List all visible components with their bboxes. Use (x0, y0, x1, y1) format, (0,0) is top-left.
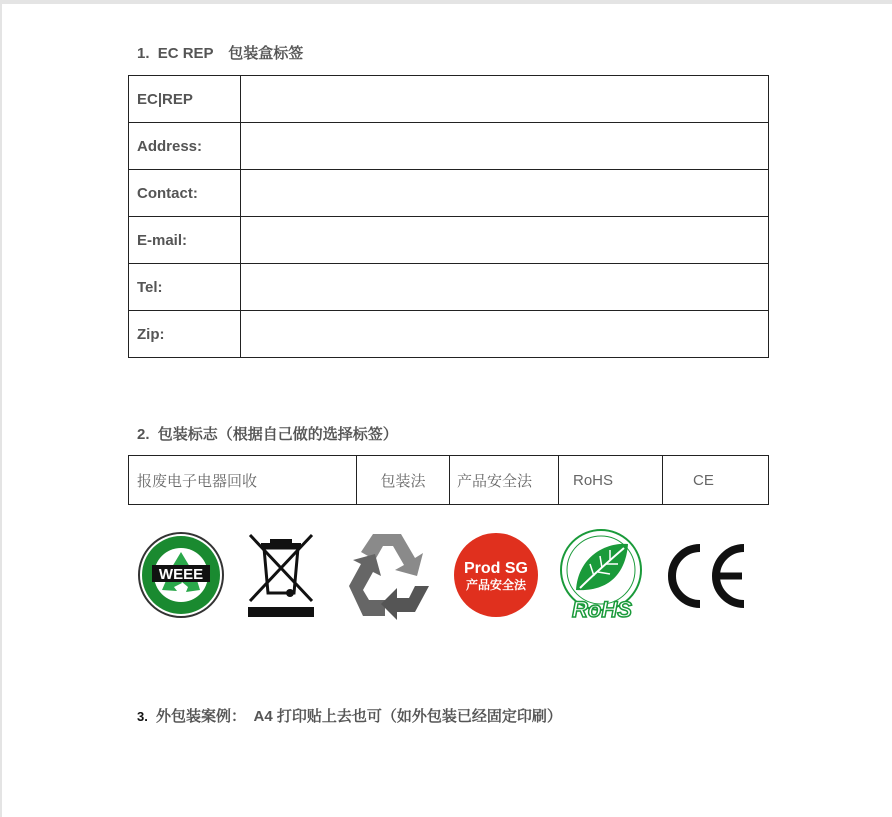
ec-rep-label: EC|REP (129, 76, 241, 123)
ec-rep-table (128, 75, 769, 358)
section-3-heading: 外包装案例： A4 打印贴上去也可（如外包装已经固定印刷） (156, 708, 562, 725)
ec-rep-value[interactable] (241, 76, 769, 123)
weee-cell: 报废电子电器回收 (129, 456, 357, 505)
rohs-cell: RoHS (559, 456, 663, 505)
table-row (129, 264, 769, 311)
crossed-bin-icon (246, 531, 316, 619)
product-safety-cell: 产品安全法 (450, 456, 559, 505)
table-row (129, 311, 769, 358)
contact-value[interactable] (241, 170, 769, 217)
ce-mark-icon (664, 542, 750, 610)
weee-logo-icon (138, 532, 224, 618)
table-row (129, 76, 769, 123)
table-row (129, 170, 769, 217)
prodsg-line1: Prod SG (463, 560, 529, 577)
address-value[interactable] (241, 123, 769, 170)
email-value[interactable] (241, 217, 769, 264)
section-1-heading: EC REP 包装盒标签 (157, 45, 304, 62)
rohs-logo-icon (554, 528, 648, 620)
table-row (129, 123, 769, 170)
table-row (129, 456, 769, 505)
left-border (0, 0, 2, 817)
section-2-heading: 包装标志（根据自己做的选择标签） (157, 426, 398, 443)
prodsg-line2: 产品安全法 (465, 578, 527, 592)
email-label: E-mail: (129, 217, 241, 264)
section-2-number: 2. (137, 426, 150, 443)
prodsg-logo-icon (452, 532, 540, 618)
zip-value[interactable] (241, 311, 769, 358)
recycle-icon (343, 530, 435, 620)
section-1-number: 1. (137, 45, 150, 62)
section-1-title (137, 42, 303, 63)
address-label: Address: (129, 123, 241, 170)
tel-value[interactable] (241, 264, 769, 311)
weee-text: WEEE (158, 566, 204, 583)
marks-table (128, 455, 769, 505)
top-border (0, 0, 892, 4)
zip-label: Zip: (129, 311, 241, 358)
section-3-number: 3. (137, 709, 148, 724)
tel-label: Tel: (129, 264, 241, 311)
section-2-title (137, 423, 398, 444)
rohs-logo-text: RoHS (572, 597, 632, 620)
ce-cell: CE (663, 456, 769, 505)
section-3-title (137, 705, 562, 726)
packaging-law-cell: 包装法 (357, 456, 450, 505)
contact-label: Contact: (129, 170, 241, 217)
table-row (129, 217, 769, 264)
